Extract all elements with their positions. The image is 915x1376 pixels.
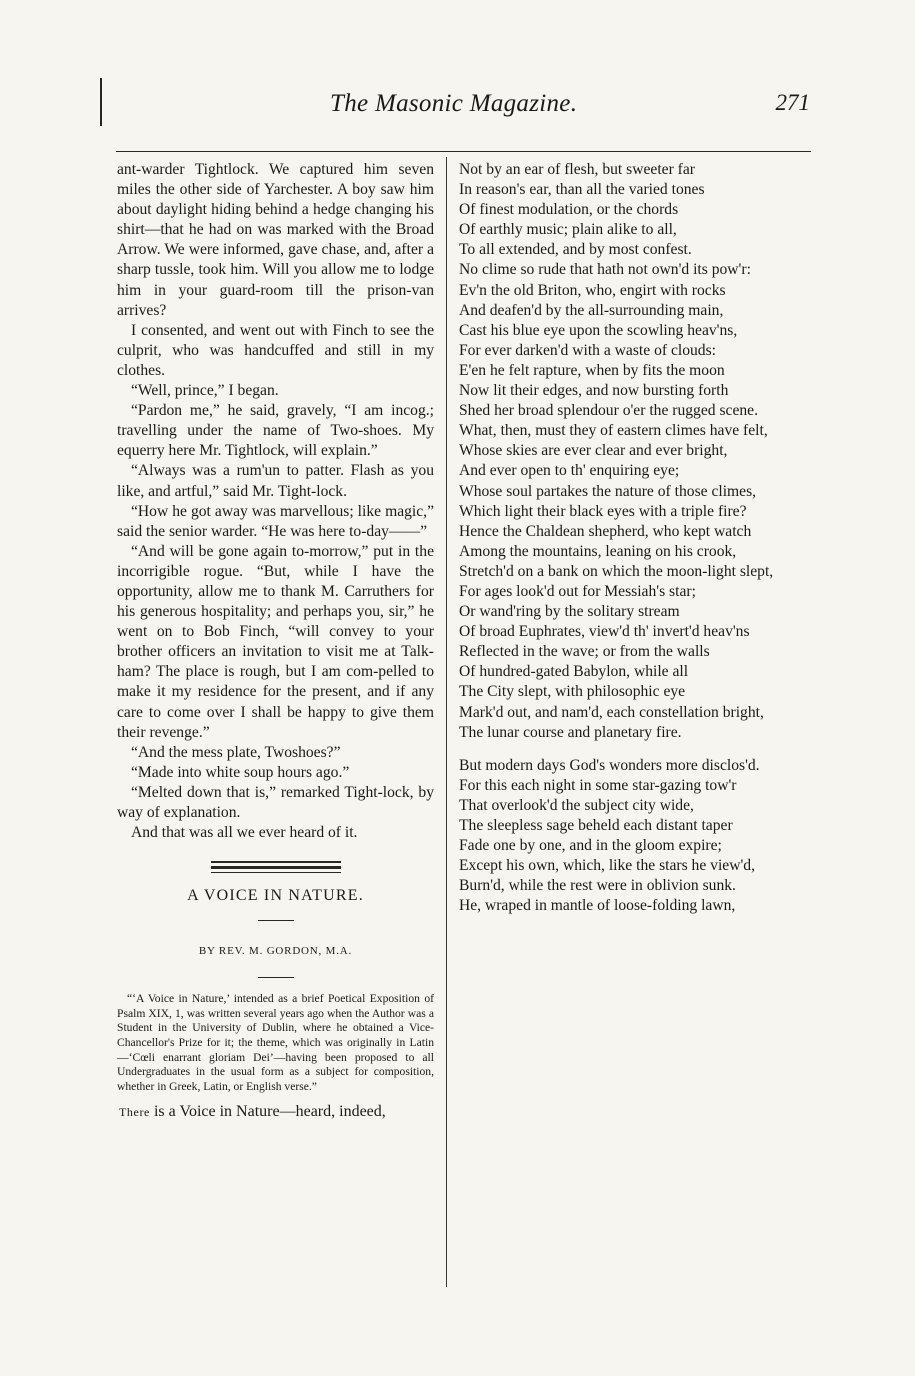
story-paragraph: “Well, prince,” I began. [131,382,279,400]
verse-line: Of earthly music; plain alike to all, [459,221,677,239]
story-paragraph: I consented, and went out with Finch to see the culprit, who was handcuffed and still in my clothes. [117,321,434,379]
verse-line: Except his own, which, like the stars he view'd, [459,857,755,875]
verse-line: E'en he felt rapture, when by fits the moon [459,361,725,379]
story-paragraph: “And the mess plate, Twoshoes?” [131,743,341,761]
verse-line: Shed her broad splendour o'er the rugged scene. [459,402,758,420]
verse-line: Whose skies are ever clear and ever bright, [459,442,728,460]
section-title: A VOICE IN NATURE. [187,886,364,904]
story-paragraph: “And will be gone again to-morrow,” put in the incorrigible rogue. “But, while I have the opportunity, allow me to thank M. Carruthers for his generous hospitality; and perhaps you, sir,” he went on to Bob Finch, “will convey to your brother officers an invitation to visit me at Talk-ham? The place is rough, but I am com-pelled to make it my residence for the present, and if any care to come over I shall be happy to give them their revenge.” [117,542,434,741]
story-paragraph: “Always was a rum'un to patter. Flash as you like, and artful,” said Mr. Tight-lock. [117,462,434,500]
verse-line: But modern days God's wonders more disclos'd. [459,756,760,774]
byline: BY REV. M. GORDON, M.A. [198,945,353,958]
verse-opening-line [117,1102,434,1122]
margin-rule [100,78,102,126]
verse-line: He, wraped in mantle of loose-folding lawn, [459,897,736,915]
verse-line: Of broad Euphrates, view'd th' invert'd heav'ns [459,623,750,641]
verse-line: And ever open to th' enquiring eye; [459,462,680,480]
verse-line: In reason's ear, than all the varied tones [459,181,705,199]
page-number: 271 [775,90,810,115]
verse-line: The lunar course and planetary fire. [459,723,682,741]
verse-line: Fade one by one, and in the gloom expire; [459,837,722,855]
story-paragraph: “How he got away was marvellous; like magic,” said the senior warder. “He was here to-day——” [117,502,434,540]
verse-line: For ages look'd out for Messiah's star; [459,582,696,600]
verse-line: Reflected in the wave; or from the walls [459,643,710,661]
running-title: The Masonic Magazine. [330,90,578,117]
verse-line: For this each night in some star-gazing tow'r [459,776,737,794]
verse-line: Cast his blue eye upon the scowling heav'ns, [459,321,738,339]
story-paragraph: ant-warder Tightlock. We captured him seven miles the other side of Yarchester. A boy saw him about daylight hiding behind a hedge changing his shirt—that he had on was marked with the Broad Arrow. We were informed, gave chase, and, after a sharp tussle, took him. Will you allow me to lodge him in your guard-room till the prison-van arrives? [117,161,434,319]
verse-line: Not by an ear of flesh, but sweeter far [459,161,695,178]
story-paragraph: “Pardon me,” he said, gravely, “I am incog.; travelling under the name of Two-shoes. My equerry here Mr. Tightlock, will explain.” [117,402,434,460]
verse-line: And deafen'd by the all-surrounding main, [459,301,724,319]
verse-line: That overlook'd the subject city wide, [459,796,694,814]
verse-line: Of hundred-gated Babylon, while all [459,663,689,681]
story-paragraph: “Made into white soup hours ago.” [131,763,350,781]
story-paragraph: “Melted down that is,” remarked Tight-lock, by way of explanation. [117,783,434,821]
verse-line: Burn'd, while the rest were in oblivion sunk. [459,877,736,895]
verse-line: To all extended, and by most confest. [459,241,692,259]
verse-line: Hence the Chaldean shepherd, who kept watch [459,522,752,540]
column-divider [446,157,447,1287]
section-divider [211,861,341,873]
verse-line: For ever darken'd with a waste of clouds: [459,341,716,359]
verse-drop-word: There [119,1105,150,1120]
left-column [117,160,434,1122]
verse-line: Now lit their edges, and now bursting forth [459,382,729,400]
verse-line: Or wand'ring by the solitary stream [459,603,680,621]
verse-line: Stretch'd on a bank on which the moon-light slept, [459,562,774,580]
story-paragraph: And that was all we ever heard of it. [131,824,358,842]
title-rule [258,920,294,921]
verse-line: Ev'n the old Briton, who, engirt with rocks [459,281,726,299]
byline-rule [258,977,294,978]
verse-line: What, then, must they of eastern climes have felt, [459,422,768,440]
header-rule [116,151,811,152]
verse-line: The sleepless sage beheld each distant taper [459,817,733,834]
verse-line: No clime so rude that hath not own'd its pow'r: [459,261,751,279]
verse-line: Mark'd out, and nam'd, each constellation bright, [459,703,764,721]
verse-line: Whose soul partakes the nature of those climes, [459,482,757,500]
verse-line: Of finest modulation, or the chords [459,201,679,219]
right-column [459,160,789,916]
verse-opening-text: is a Voice in Nature—heard, indeed, [149,1103,386,1121]
footnote: “‘A Voice in Nature,’ intended as a brief Poetical Exposition of Psalm XIX, 1, was written several years ago when the Author was a Student in the University of Dublin, where he obtained a Vice-Chancellor's Prize for it; the theme, which was originally in Latin—‘Cœli enarrant gloriam Dei’—having been proposed to all Undergraduates in the usual form as a subject for composition, whether in Greek, Latin, or English verse.” [117,992,434,1093]
page-header [330,90,810,124]
verse-line: The City slept, with philosophic eye [459,683,686,701]
verse-line: Among the mountains, leaning on his crook, [459,542,737,560]
verse-line: Which light their black eyes with a triple fire? [459,502,747,520]
